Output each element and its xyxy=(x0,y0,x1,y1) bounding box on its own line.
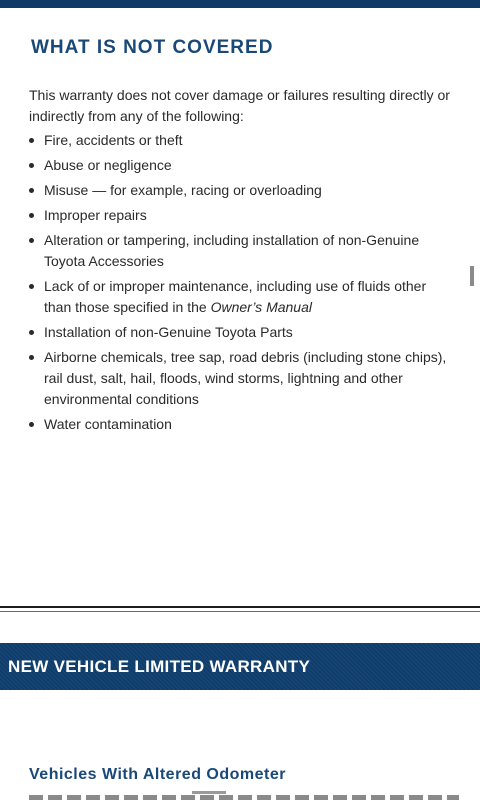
warranty-banner xyxy=(0,643,480,690)
list-item xyxy=(29,347,454,410)
list-item-text: Alteration or tampering, including installation of non-Genuine Toyota Accessories xyxy=(44,232,420,269)
list-item-text: Installation of non-Genuine Toyota Parts xyxy=(44,324,293,340)
list-item-text: Fire, accidents or theft xyxy=(44,132,183,148)
bullet-icon xyxy=(29,330,34,335)
page-handle[interactable] xyxy=(192,791,226,794)
list-item xyxy=(29,205,454,226)
list-item xyxy=(29,414,454,435)
scrollbar-thumb[interactable] xyxy=(470,266,474,286)
bullet-icon xyxy=(29,138,34,143)
list-item xyxy=(29,130,454,151)
list-item xyxy=(29,276,454,318)
list-item-text: Airborne chemicals, tree sap, road debris (including stone chips), rail dust, salt, hail, floods, wind storms, lightning and other environmental conditions xyxy=(44,349,447,407)
bullet-icon xyxy=(29,355,34,360)
bullet-icon xyxy=(29,284,34,289)
list-item xyxy=(29,180,454,201)
intro-paragraph: This warranty does not cover damage or failures resulting directly or indirectly from any of the following: xyxy=(29,87,450,124)
list-item-text: Improper repairs xyxy=(44,207,147,223)
list-item-text: Lack of or improper maintenance, including use of fluids other than those specified in the xyxy=(44,278,427,315)
subsection-title: Vehicles With Altered Odometer xyxy=(29,766,286,783)
top-color-bar xyxy=(0,0,480,8)
bullet-icon xyxy=(29,213,34,218)
bullet-icon xyxy=(29,163,34,168)
page-divider xyxy=(0,606,480,608)
bullet-icon xyxy=(29,238,34,243)
exclusions-list xyxy=(29,130,454,439)
bullet-icon xyxy=(29,188,34,193)
list-item xyxy=(29,322,454,343)
bullet-icon xyxy=(29,422,34,427)
manual-title: Owner’s Manual xyxy=(210,299,312,315)
list-item-text: Abuse or negligence xyxy=(44,157,172,173)
list-item-text: Misuse — for example, racing or overloading xyxy=(44,182,322,198)
list-item xyxy=(29,155,454,176)
list-item xyxy=(29,230,454,272)
list-item-text: Water contamination xyxy=(44,416,172,432)
page-divider-thin xyxy=(0,611,480,612)
section-title: WHAT IS NOT COVERED xyxy=(31,37,274,58)
document-page xyxy=(0,8,480,600)
cut-off-text-line xyxy=(29,795,459,800)
banner-title: NEW VEHICLE LIMITED WARRANTY xyxy=(8,657,311,676)
